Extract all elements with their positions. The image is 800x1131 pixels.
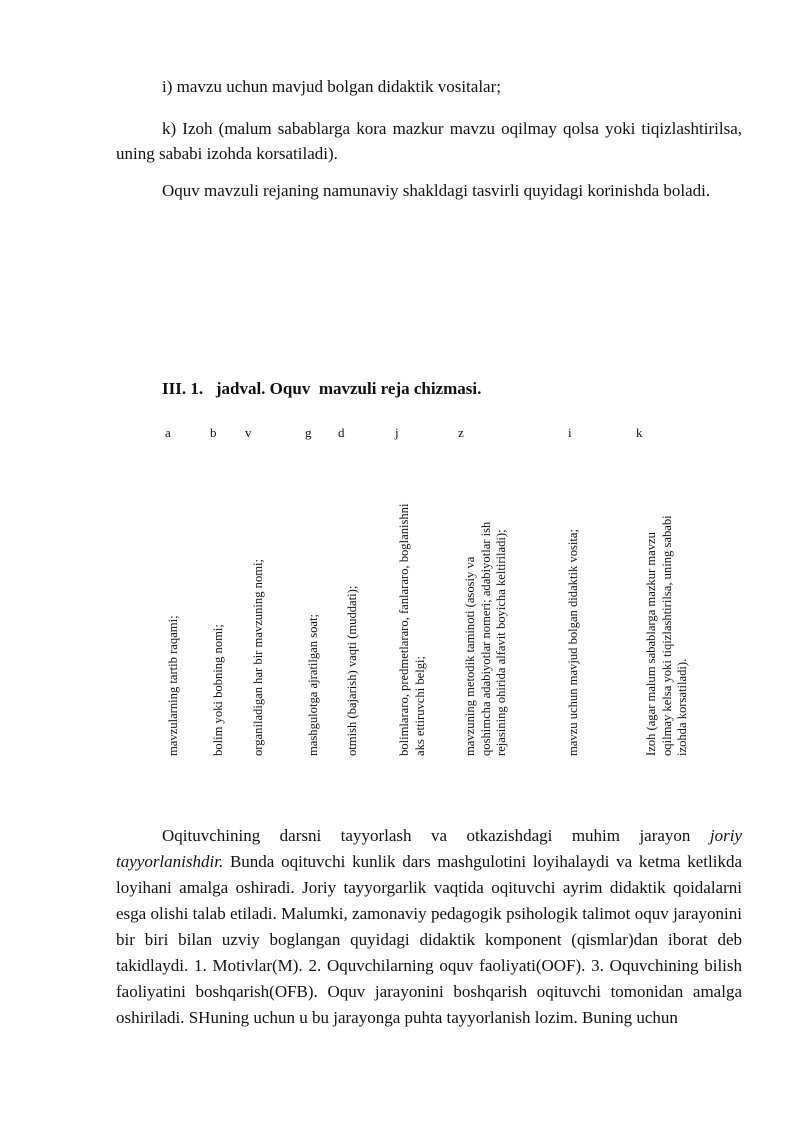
- column-text-z: mavzuning metodik taminoti (asosiy va qoshimcha adabiyotlar nomeri; adabiyotlar ish rejasining ohirida alfavit boyicha keltiriladi);: [463, 521, 508, 756]
- column-letter-j: j: [395, 425, 399, 440]
- column-letter-z: z: [458, 425, 464, 440]
- paragraph-text-start: Oqituvchining darsni tayyorlash va otkazishdagi muhim jarayon: [162, 826, 710, 845]
- paragraph-i: i) mavzu uchun mavjud bolgan didaktik vositalar;: [162, 77, 501, 96]
- paragraph-k: k) Izoh (malum sabablarga kora mazkur mavzu oqilmay qolsa yoki tiqizlashtirilsa, uning sababi izohda korsatiladi).: [116, 119, 742, 163]
- column-text-k: Izoh (agar malum sabablarga mazkur mavzu oqilmay kelsa yoki tiqizlashtirilsa, uning sababi izohda korsatiladi).: [644, 515, 689, 756]
- column-letter-b: b: [210, 425, 217, 440]
- column-text-j: bolimlararo, predmetlararo, fanlararo, boglanishni aks ettiruvchi belgi;: [397, 503, 427, 756]
- column-text-g: mashgulotga ajratilgan soat;: [306, 614, 320, 756]
- column-letter-a: a: [165, 425, 171, 440]
- column-text-d: otmish (bajarish) vaqti (muddati);: [345, 585, 359, 756]
- table-heading: III. 1. jadval. Oquv mavzuli reja chizmasi.: [162, 379, 482, 398]
- paragraph-oquv: Oquv mavzuli rejaning namunaviy shakldagi tasvirli quyidagi korinishda boladi.: [162, 181, 711, 200]
- column-letter-k: k: [636, 425, 643, 440]
- column-letter-v: v: [245, 425, 252, 440]
- paragraph-oqituvchi: [116, 823, 742, 1031]
- column-text-b: bolim yoki bobning nomi;: [211, 624, 225, 756]
- column-letter-g: g: [305, 425, 312, 440]
- column-letter-d: d: [338, 425, 345, 440]
- column-text-v: organiladigan har bir mavzuning nomi;: [251, 558, 265, 756]
- paragraph-text-rest: Bunda oqituvchi kunlik dars mashgulotini loyihalaydi va ketma ketlikda loyihani amalga oshiradi. Joriy tayyorgarlik vaqtida oqituvchi ayrim didaktik qoidalarni esga olishi talab etiladi. Malumki, zamonaviy pedagogik psihologik talimot oquv jarayonini bir biri bilan uzviy boglangan quyidagi didaktik komponent (qismlar)dan iborat deb takidlaydi. 1. Motivlar(M). 2. Oquvchilarning oquv faoliyati(OOF). 3. Oquvchining bilish faoliyatini boshqarish(OFB). Oquv jarayonini boshqarish oqituvchi tomonidan amalga oshiriladi. SHuning uchun u bu jarayonga puhta tayyorlanish lozim. Buning uchun: [116, 852, 742, 1027]
- paragraph-text-italic: joriy tayyorlanishdir.: [116, 826, 742, 871]
- column-letter-i: i: [568, 425, 572, 440]
- column-text-a: mavzularning tartib raqami;: [166, 615, 180, 756]
- column-text-i: mavzu uchun mavjud bolgan didaktik vosita;: [566, 529, 580, 756]
